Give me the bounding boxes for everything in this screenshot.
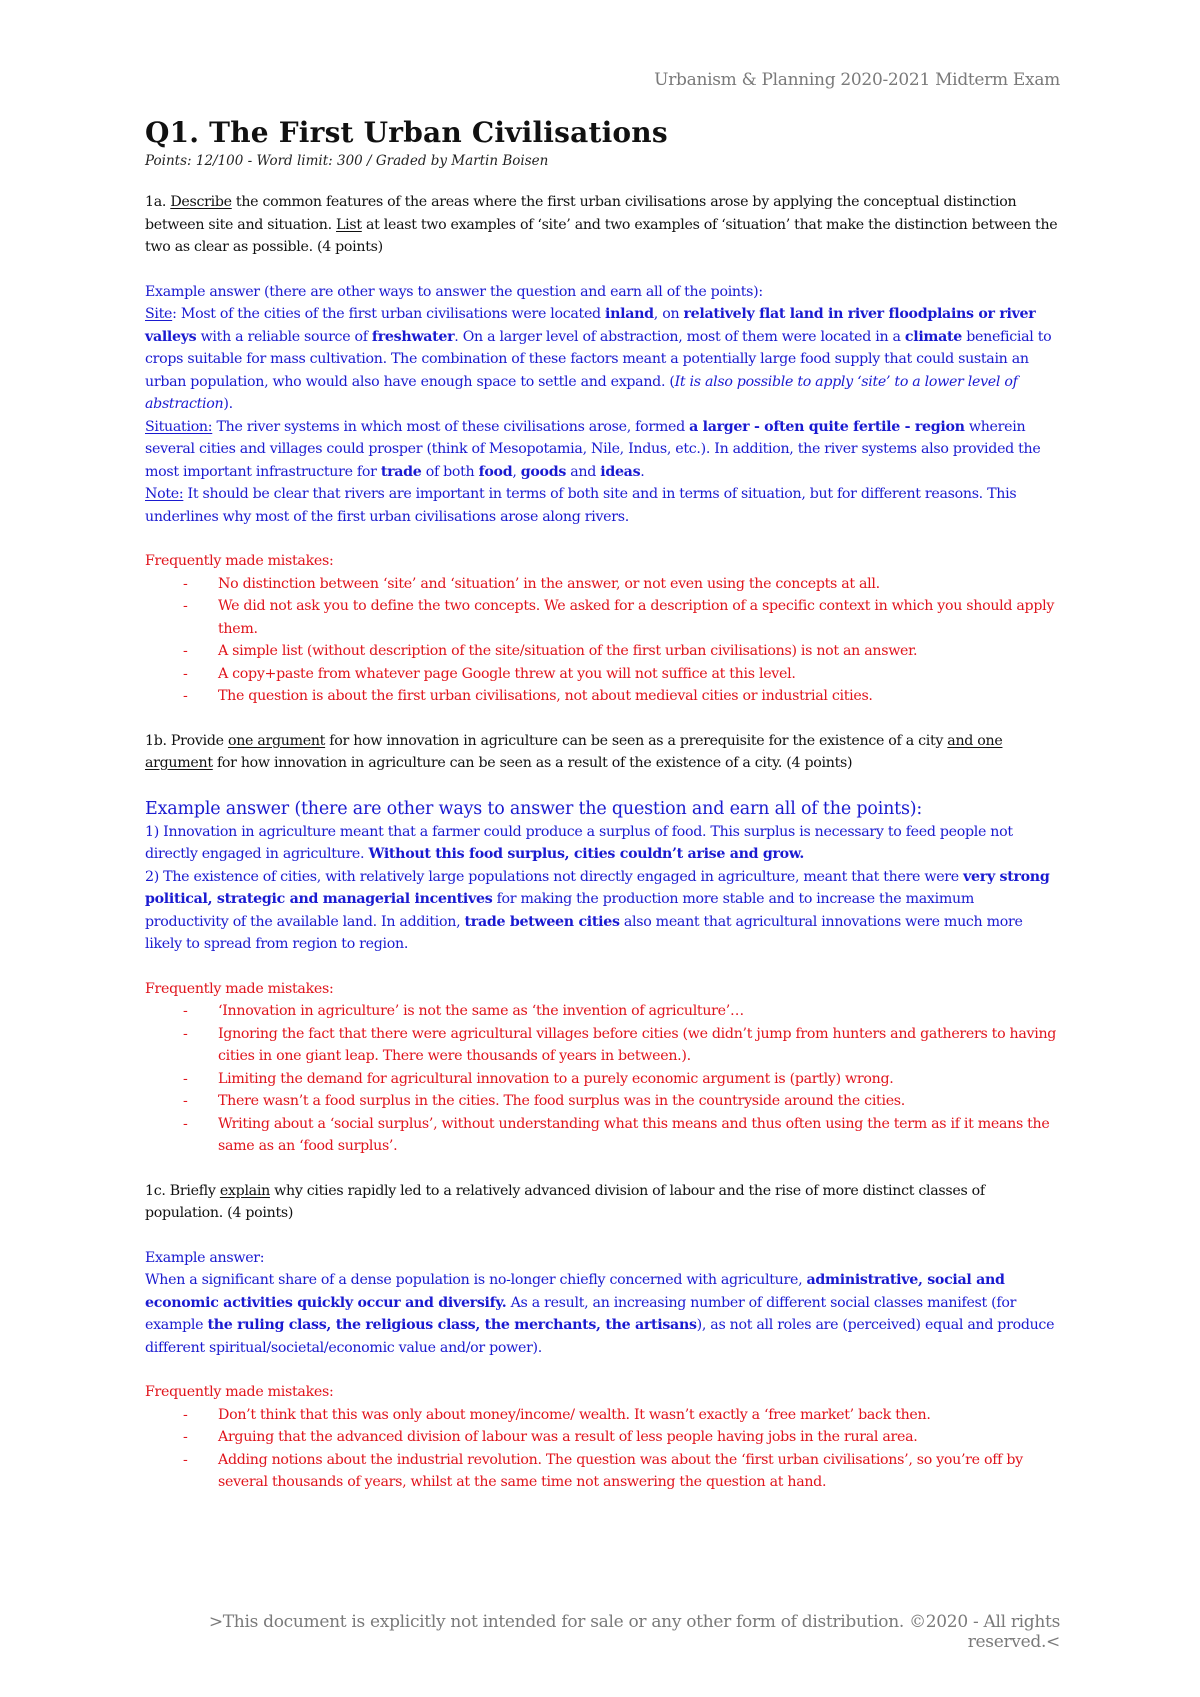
list-item: - There wasn’t a food surplus in the cities. The food surplus was in the countryside around the cities. [145, 1090, 1060, 1113]
answer-1b-point-2: 2) The existence of cities, with relatively large populations not directly engaged in agriculture, meant that there were very strong political, strategic and managerial incentives for making the production more stable and to increase the maximum productivity of the available land. In addition, trade between cities also meant that agricultural innovations were much more likely to spread from region to region. [145, 868, 1050, 952]
question-1c: 1c. Briefly explain why cities rapidly led to a relatively advanced division of labour and the rise of more distinct classes of population. (4 points) [145, 1182, 985, 1221]
answer-1b-point-1: 1) Innovation in agriculture meant that a farmer could produce a surplus of food. This surplus is necessary to feed people not directly engaged in agriculture. Without this food surplus, cities couldn’t arise and grow. [145, 823, 1013, 862]
list-item: - We did not ask you to define the two concepts. We asked for a description of a specific context in which you should apply them. [145, 595, 1060, 640]
answer-1b: Example answer (there are other ways to answer the question and earn all of the points): 1) Innovation in agriculture meant that a farmer could produce a surplus of food. This surplus is necessary to feed people not directly engaged in agriculture. Without this food surplus, cities couldn’t arise and grow. 2) The existence of cities, with relatively large populations not directly engaged in agriculture, meant that there were very strong political, strategic and managerial incentives for making the production more stable and to increase the maximum productivity of the available land. In addition, trade between cities also meant that agricultural innovations were much more likely to spread from region to region. [145, 797, 1060, 956]
page-header: Urbanism & Planning 2020-2021 Midterm Exam [654, 70, 1060, 90]
list-item: - Writing about a ‘social surplus’, without understanding what this means and thus often using the term as if it means the same as an ‘food surplus’. [145, 1113, 1060, 1158]
answer-1c: Example answer: When a significant share of a dense population is no-longer chiefly concerned with agriculture, administrative, social and economic activities quickly occur and diversify. As a result, an increasing number of different social classes manifest (for example the ruling class, the religious class, the merchants, the artisans), as not all roles are (perceived) equal and produce different spiritual/societal/economic value and/or power). [145, 1247, 1060, 1360]
answer-1a-site: Site: Most of the cities of the first urban civilisations were located inland, on relatively flat land in river floodplains or river valleys with a reliable source of freshwater. On a larger level of abstraction, most of them were located in a climate beneficial to crops suitable for mass cultivation. The combination of these factors meant a potentially large food supply that could sustain an urban population, who would also have enough space to settle and expand. (It is also possible to apply ‘site’ to a lower level of abstraction). [145, 306, 1052, 412]
document-page [145, 70, 1060, 1494]
list-item: - A copy+paste from whatever page Google threw at you will not suffice at this level. [145, 663, 1060, 686]
mistakes-1a-heading: Frequently made mistakes: [145, 553, 334, 569]
answer-1a: Example answer (there are other ways to answer the question and earn all of the points): Site: Most of the cities of the first urban civilisations were located inland, on relatively flat land in river floodplains or river valleys with a reliable source of freshwater. On a larger level of abstraction, most of them were located in a climate beneficial to crops suitable for mass cultivation. The combination of these factors meant a potentially large food supply that could sustain an urban population, who would also have enough space to settle and expand. (It is also possible to apply ‘site’ to a lower level of abstraction). Situation: The river systems in which most of these civilisations arose, formed a larger - often quite fertile - region wherein several cities and villages could prosper (think of Mesopotamia, Nile, Indus, etc.). In addition, the river systems also provided the most important infrastructure for trade of both food, goods and ideas. Note: It should be clear that rivers are important in terms of both site and in terms of situation, but for different reasons. This underlines why most of the first urban civilisations arose along rivers. [145, 281, 1060, 529]
list-item: - Ignoring the fact that there were agricultural villages before cities (we didn’t jump from hunters and gatherers to having cities in one giant leap. There were thousands of years in between.). [145, 1023, 1060, 1068]
mistakes-1b-heading: Frequently made mistakes: [145, 980, 334, 997]
list-item: - Don’t think that this was only about money/income/ wealth. It wasn’t exactly a ‘free market’ back then. [145, 1404, 1060, 1427]
answer-1a-note: Note: It should be clear that rivers are important in terms of both site and in terms of situation, but for different reasons. This underlines why most of the first urban civilisations arose along rivers. [145, 486, 1017, 525]
answer-1a-situation: Situation: The river systems in which most of these civilisations arose, formed a larger - often quite fertile - region wherein several cities and villages could prosper (think of Mesopotamia, Nile, Indus, etc.). In addition, the river systems also provided the most important infrastructure for trade of both food, goods and ideas. [145, 418, 1041, 480]
list-item: - Limiting the demand for agricultural innovation to a purely economic argument is (partly) wrong. [145, 1068, 1060, 1091]
page-footer: >This document is explicitly not intended for sale or any other form of distribution. ©2020 - All rights reserved.< [208, 1612, 1060, 1652]
answer-1c-body: When a significant share of a dense population is no-longer chiefly concerned with agriculture, administrative, social and economic activities quickly occur and diversify. As a result, an increasing number of different social classes manifest (for example the ruling class, the religious class, the merchants, the artisans), as not all roles are (perceived) equal and produce different spiritual/societal/economic value and/or power). [145, 1272, 1055, 1356]
question-title: Q1. The First Urban Civilisations [145, 116, 668, 149]
question-meta: Points: 12/100 - Word limit: 300 / Graded by Martin Boisen [145, 153, 549, 169]
mistakes-1b-list [145, 1000, 1060, 1158]
list-item: - The question is about the first urban civilisations, not about medieval cities or industrial cities. [145, 685, 1060, 708]
question-1a: 1a. Describe the common features of the areas where the first urban civilisations arose by applying the conceptual distinction between site and situation. List at least two examples of ‘site’ and two examples of ‘situation’ that make the distinction between the two as clear as possible. (4 points) [145, 194, 1058, 255]
question-1b: 1b. Provide one argument for how innovation in agriculture can be seen as a prerequisite for the existence of a city and one argument for how innovation in agriculture can be seen as a result of the existence of a city. (4 points) [145, 732, 1003, 771]
mistakes-1a-list [145, 573, 1060, 708]
mistakes-1c-list [145, 1404, 1060, 1494]
mistakes-1c-heading: Frequently made mistakes: [145, 1384, 334, 1400]
list-item: - A simple list (without description of the site/situation of the first urban civilisations) is not an answer. [145, 640, 1060, 663]
list-item: - Arguing that the advanced division of labour was a result of less people having jobs in the rural area. [145, 1426, 1060, 1449]
list-item: - Adding notions about the industrial revolution. The question was about the ‘first urban civilisations’, so you’re off by several thousands of years, whilst at the same time not answering the question at hand. [145, 1449, 1060, 1494]
list-item: - ‘Innovation in agriculture’ is not the same as ‘the invention of agriculture’… [145, 1000, 1060, 1023]
list-item: - No distinction between ‘site’ and ‘situation’ in the answer, or not even using the concepts at all. [145, 573, 1060, 596]
